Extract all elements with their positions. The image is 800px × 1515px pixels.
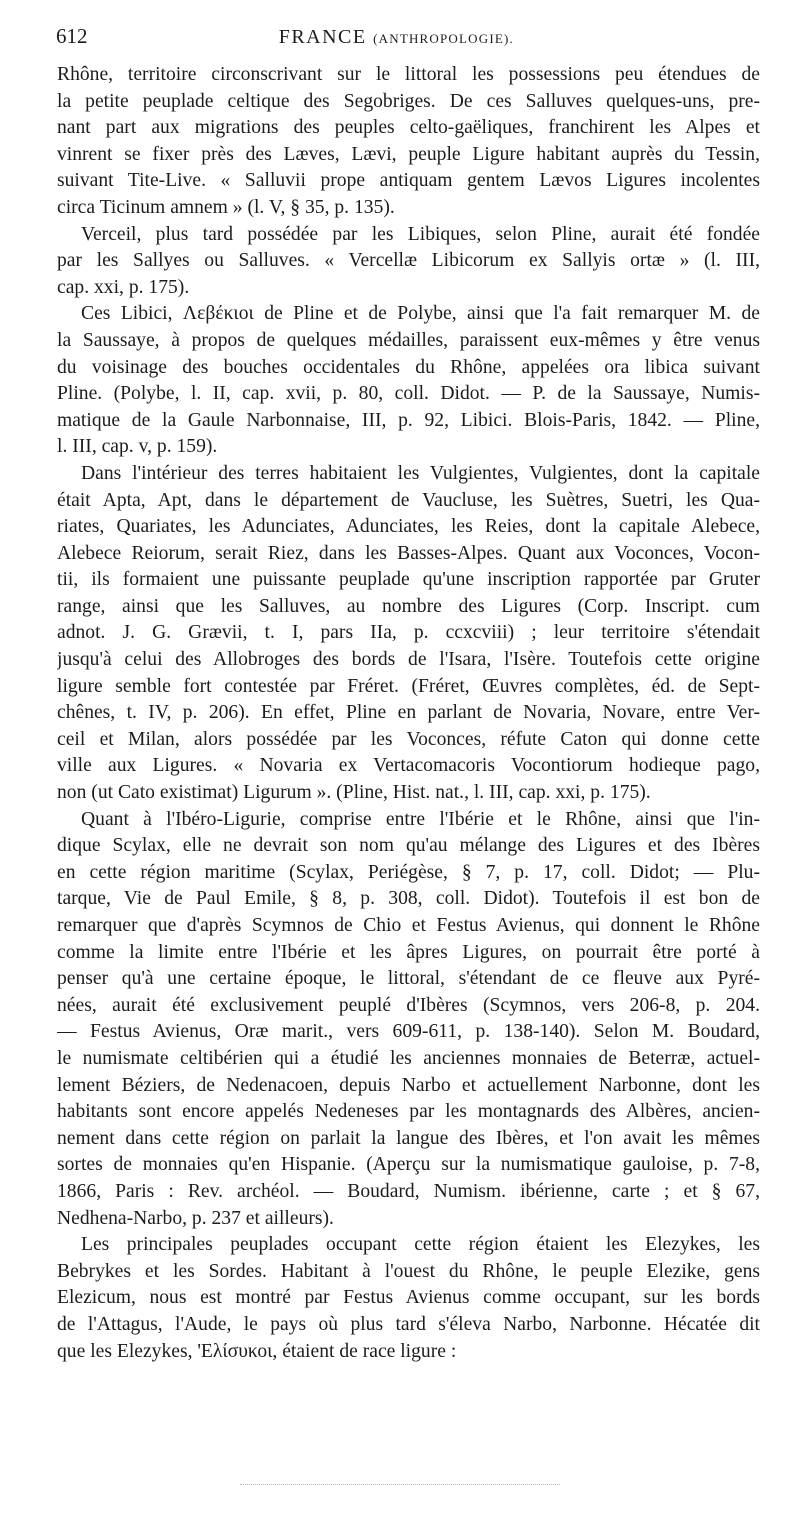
text-line: penser qu'à une certaine époque, le littoral, s'étendant de ce fleuve aux Pyré-	[57, 968, 760, 990]
text-line: ligure semble fort contestée par Fréret. (Fréret, Œuvres complètes, éd. de Sept-	[57, 675, 760, 697]
text-line: Ces Libici, Λεβέκιοι de Pline et de Polybe, ainsi que l'a fait remarquer M. de	[81, 303, 760, 325]
running-title	[279, 26, 514, 49]
paragraph	[57, 222, 760, 302]
text-line: la petite peuplade celtique des Segobriges. De ces Salluves quelques-uns, pre-	[57, 90, 760, 112]
text-line: du voisinage des bouches occidentales du Rhône, appelées ora libica suivant	[57, 356, 760, 378]
text-line: remarquer que d'après Scymnos de Chio et Festus Avienus, qui donnent le Rhône	[57, 915, 760, 936]
text-line: que les Elezykes, 'Ελίσυκοι, étaient de race ligure :	[57, 1340, 457, 1362]
text-line: matique de la Gaule Narbonnaise, III, p. 92, Libici. Blois-Paris, 1842. — Pline,	[57, 409, 760, 431]
paragraph	[57, 1232, 760, 1365]
text-line: comme la limite entre l'Ibérie et les âpres Ligures, on pourrait être porté à	[57, 941, 760, 963]
text-line: Rhône, territoire circonscrivant sur le littoral les possessions peu étendues de	[57, 64, 760, 85]
text-line: riates, Quariates, les Adunciates, Adunciates, les Reies, dont la capitale Alebece,	[57, 516, 760, 538]
text-line: nant part aux migrations des peuples celto-gaëliques, franchirent les Alpes et	[57, 117, 760, 139]
text-line: ceil et Milan, alors possédée par les Voconces, réfute Caton qui donne cette	[57, 728, 760, 750]
footer-rule	[240, 1484, 560, 1487]
text-line: sortes de monnaies qu'en Hispanie. (Aperçu sur la numismatique gauloise, p. 7-8,	[57, 1154, 760, 1176]
text-line: tii, ils formaient une puissante peuplade qu'une inscription rapportée par Gruter	[57, 569, 760, 591]
page-header	[56, 24, 744, 60]
text-line: de l'Attagus, l'Aude, le pays où plus tard s'éleva Narbo, Narbonne. Hécatée dit	[57, 1313, 760, 1335]
text-line: Alebece Reiorum, serait Riez, dans les Basses-Alpes. Quant aux Voconces, Vocon-	[57, 542, 760, 564]
text-line: l. III, cap. v, p. 159).	[57, 436, 218, 458]
text-line: nées, aurait été exclusivement peuplé d'Ibères (Scymnos, vers 206-8, p. 204.	[57, 994, 760, 1016]
text-line: chênes, t. IV, p. 206). En effet, Pline en parlant de Novaria, Novare, entre Ver-	[57, 702, 760, 724]
text-line: nement dans cette région on parlait la langue des Ibères, et l'on avait les mêmes	[57, 1127, 760, 1149]
paragraph	[57, 62, 760, 222]
text-line: Verceil, plus tard possédée par les Libiques, selon Pline, aurait été fondée	[81, 223, 760, 245]
text-line: lement Béziers, de Nedenacoen, depuis Narbo et actuellement Narbonne, dont les	[57, 1074, 760, 1096]
page-number: 612	[56, 24, 88, 48]
text-line: était Apta, Apt, dans le département de Vaucluse, les Suètres, Suetri, les Qua-	[57, 489, 760, 511]
running-title-subtitle: (ANTHROPOLOGIE).	[373, 31, 514, 46]
text-line: par les Sallyes ou Salluves. « Vercellæ Libicorum ex Sallyis ortæ » (l. III,	[57, 250, 760, 272]
text-line: tarque, Vie de Paul Emile, § 8, p. 308, coll. Didot). Toutefois il est bon de	[57, 888, 760, 910]
text-line: Bebrykes et les Sordes. Habitant à l'ouest du Rhône, le peuple Elezike, gens	[57, 1260, 760, 1282]
text-line: Pline. (Polybe, l. II, cap. xvii, p. 80, coll. Didot. — P. de la Saussaye, Numis-	[57, 383, 760, 405]
body-text	[57, 62, 760, 1365]
text-line: suivant Tite-Live. « Salluvii prope antiquam gentem Lævos Ligures incolentes	[57, 170, 760, 192]
text-line: vinrent se fixer près des Læves, Lævi, peuple Ligure habitant auprès du Tessin,	[57, 143, 760, 165]
text-line: le numismate celtibérien qui a étudié les anciennes monnaies de Beterræ, actuel-	[57, 1047, 760, 1069]
text-line: circa Ticinum amnem » (l. V, § 35, p. 135).	[57, 196, 395, 218]
paragraph	[57, 461, 760, 807]
running-title-main: FRANCE	[278, 26, 367, 48]
text-line: habitants sont encore appelés Nedeneses par les montagnards des Albères, ancien-	[57, 1101, 760, 1123]
text-line: Nedhena-Narbo, p. 237 et ailleurs).	[57, 1207, 334, 1229]
text-line: non (ut Cato existimat) Ligurum ». (Pline, Hist. nat., l. III, cap. xxi, p. 175).	[57, 782, 651, 804]
text-line: ville aux Ligures. « Novaria ex Vertacomacoris Vocontiorum hodieque pago,	[57, 755, 760, 777]
text-line: cap. xxi, p. 175).	[57, 276, 190, 298]
paragraph	[57, 301, 760, 461]
text-line: Les principales peuplades occupant cette région étaient les Elezykes, les	[81, 1234, 760, 1256]
text-line: Quant à l'Ibéro-Ligurie, comprise entre l'Ibérie et le Rhône, ainsi que l'in-	[81, 808, 760, 830]
text-line: range, ainsi que les Salluves, au nombre des Ligures (Corp. Inscript. cum	[57, 595, 760, 617]
text-line: jusqu'à celui des Allobroges des bords de l'Isara, l'Isère. Toutefois cette origine	[57, 649, 760, 671]
text-line: adnot. J. G. Grævii, t. I, pars IIa, p. ccxcviii) ; leur territoire s'étendait	[57, 622, 760, 644]
text-line: en cette région maritime (Scylax, Periégèse, § 7, p. 17, coll. Didot; — Plu-	[57, 861, 760, 883]
text-line: — Festus Avienus, Oræ marit., vers 609-611, p. 138-140). Selon M. Boudard,	[57, 1021, 760, 1043]
text-line: la Saussaye, à propos de quelques médailles, paraissent eux-mêmes y être venus	[57, 329, 760, 351]
paragraph	[57, 807, 760, 1233]
text-line: 1866, Paris : Rev. archéol. — Boudard, Numism. ibérienne, carte ; et § 67,	[57, 1180, 760, 1202]
text-line: Elezicum, nous est montré par Festus Avienus comme occupant, sur les bords	[57, 1287, 760, 1309]
text-line: Dans l'intérieur des terres habitaient les Vulgientes, Vulgientes, dont la capitale	[81, 462, 760, 484]
text-line: dique Scylax, elle ne devrait son nom qu'au mélange des Ligures et des Ibères	[57, 835, 760, 857]
